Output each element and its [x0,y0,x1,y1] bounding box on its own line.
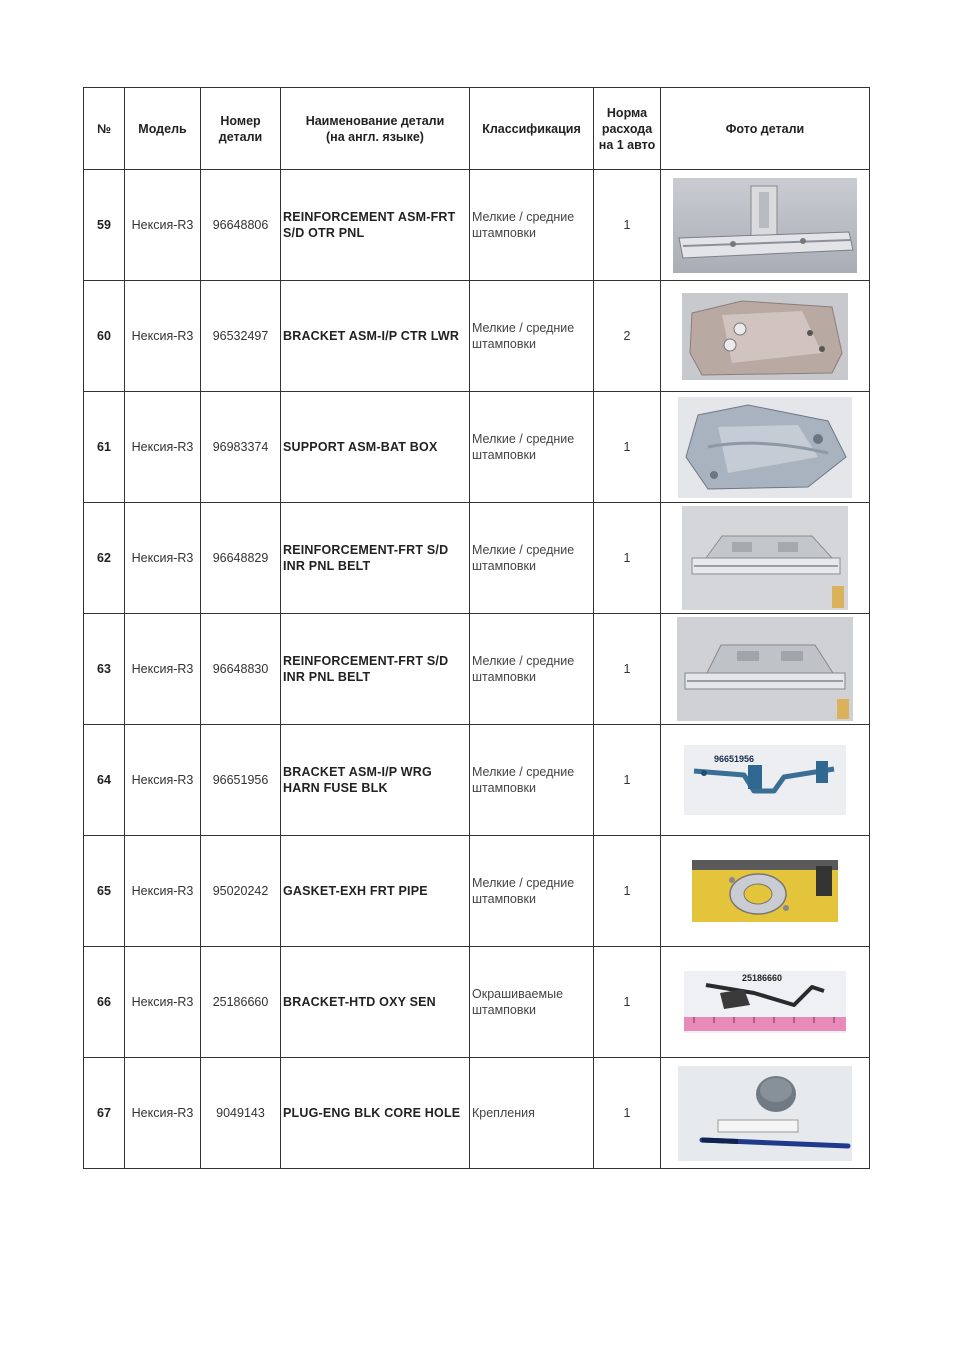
table-row [84,614,870,725]
row-number: 61 [84,392,125,503]
row-model: Нексия-R3 [125,281,201,392]
header-qty-line: Норма [606,105,648,120]
row-number: 64 [84,725,125,836]
row-photo-cell [661,170,870,281]
row-model: Нексия-R3 [125,836,201,947]
row-photo-cell [661,947,870,1058]
oxy-bracket-photo [684,971,846,1033]
row-model: Нексия-R3 [125,170,201,281]
row-classification: Окрашиваемые штамповки [470,947,594,1058]
header-part-name-line: Наименование детали [305,113,445,128]
header-model: Модель [125,88,201,170]
table-row [84,170,870,281]
reinforcement-panel-photo [673,178,857,273]
table-row [84,392,870,503]
header-part-name-line: (на англ. языке) [326,129,424,144]
row-model: Нексия-R3 [125,614,201,725]
row-number: 65 [84,836,125,947]
row-part-name: GASKET-EXH FRT PIPE [281,836,470,947]
row-qty: 1 [594,836,661,947]
row-part-name: BRACKET ASM-I/P CTR LWR [281,281,470,392]
row-qty: 1 [594,1058,661,1169]
support-photo [678,397,852,498]
row-part-name: BRACKET ASM-I/P WRG HARN FUSE BLK [281,725,470,836]
reinforcement-belt-photo [677,617,853,721]
row-classification: Мелкие / средние штамповки [470,503,594,614]
header-qty-line: расхода [601,121,653,136]
row-classification: Мелкие / средние штамповки [470,281,594,392]
row-photo-cell [661,1058,870,1169]
row-photo-cell [661,614,870,725]
header-row [84,88,870,170]
row-part-name: PLUG-ENG BLK CORE HOLE [281,1058,470,1169]
row-model: Нексия-R3 [125,503,201,614]
plug-photo [678,1066,852,1161]
row-part-number: 9049143 [201,1058,281,1169]
row-photo-cell [661,392,870,503]
row-qty: 1 [594,503,661,614]
header-part-number-line: детали [218,129,263,144]
row-part-number: 96648806 [201,170,281,281]
row-classification: Крепления [470,1058,594,1169]
row-photo-cell [661,281,870,392]
header-classification: Классификация [470,88,594,170]
table-row [84,1058,870,1169]
table-row [84,281,870,392]
header-part-number [201,88,281,170]
row-qty: 1 [594,614,661,725]
row-part-name: REINFORCEMENT-FRT S/D INR PNL BELT [281,614,470,725]
row-part-number: 96651956 [201,725,281,836]
row-part-name: REINFORCEMENT-FRT S/D INR PNL BELT [281,503,470,614]
wiring-bracket-photo [684,745,846,815]
header-photo: Фото детали [661,88,870,170]
photo-part-label: 96651956 [714,754,755,764]
table-row [84,947,870,1058]
header-qty-line: на 1 авто [598,137,656,152]
row-qty: 1 [594,392,661,503]
row-part-name: SUPPORT ASM-BAT BOX [281,392,470,503]
row-number: 67 [84,1058,125,1169]
row-model: Нексия-R3 [125,947,201,1058]
row-number: 66 [84,947,125,1058]
row-classification: Мелкие / средние штамповки [470,725,594,836]
row-part-number: 96648829 [201,503,281,614]
row-qty: 1 [594,170,661,281]
row-number: 59 [84,170,125,281]
row-part-number: 25186660 [201,947,281,1058]
row-number: 62 [84,503,125,614]
row-number: 60 [84,281,125,392]
row-part-number: 96983374 [201,392,281,503]
parts-table [83,87,870,1169]
row-number: 63 [84,614,125,725]
gasket-photo [692,860,838,922]
table-row [84,725,870,836]
table-row [84,503,870,614]
row-photo-cell [661,503,870,614]
row-part-number: 96648830 [201,614,281,725]
row-classification: Мелкие / средние штамповки [470,836,594,947]
header-num: № [84,88,125,170]
row-qty: 1 [594,947,661,1058]
row-qty: 1 [594,725,661,836]
row-model: Нексия-R3 [125,1058,201,1169]
header-part-name [281,88,470,170]
row-classification: Мелкие / средние штамповки [470,614,594,725]
header-part-number-line: Номер [220,113,261,128]
row-qty: 2 [594,281,661,392]
row-classification: Мелкие / средние штамповки [470,392,594,503]
reinforcement-belt-photo [682,506,848,610]
row-model: Нексия-R3 [125,725,201,836]
row-photo-cell [661,725,870,836]
row-model: Нексия-R3 [125,392,201,503]
row-photo-cell [661,836,870,947]
row-classification: Мелкие / средние штамповки [470,170,594,281]
row-part-number: 96532497 [201,281,281,392]
bracket-photo [682,293,848,380]
row-part-name: BRACKET-HTD OXY SEN [281,947,470,1058]
photo-part-label: 25186660 [742,973,783,983]
table-row [84,836,870,947]
row-part-number: 95020242 [201,836,281,947]
row-part-name: REINFORCEMENT ASM-FRT S/D OTR PNL [281,170,470,281]
header-qty [594,88,661,170]
